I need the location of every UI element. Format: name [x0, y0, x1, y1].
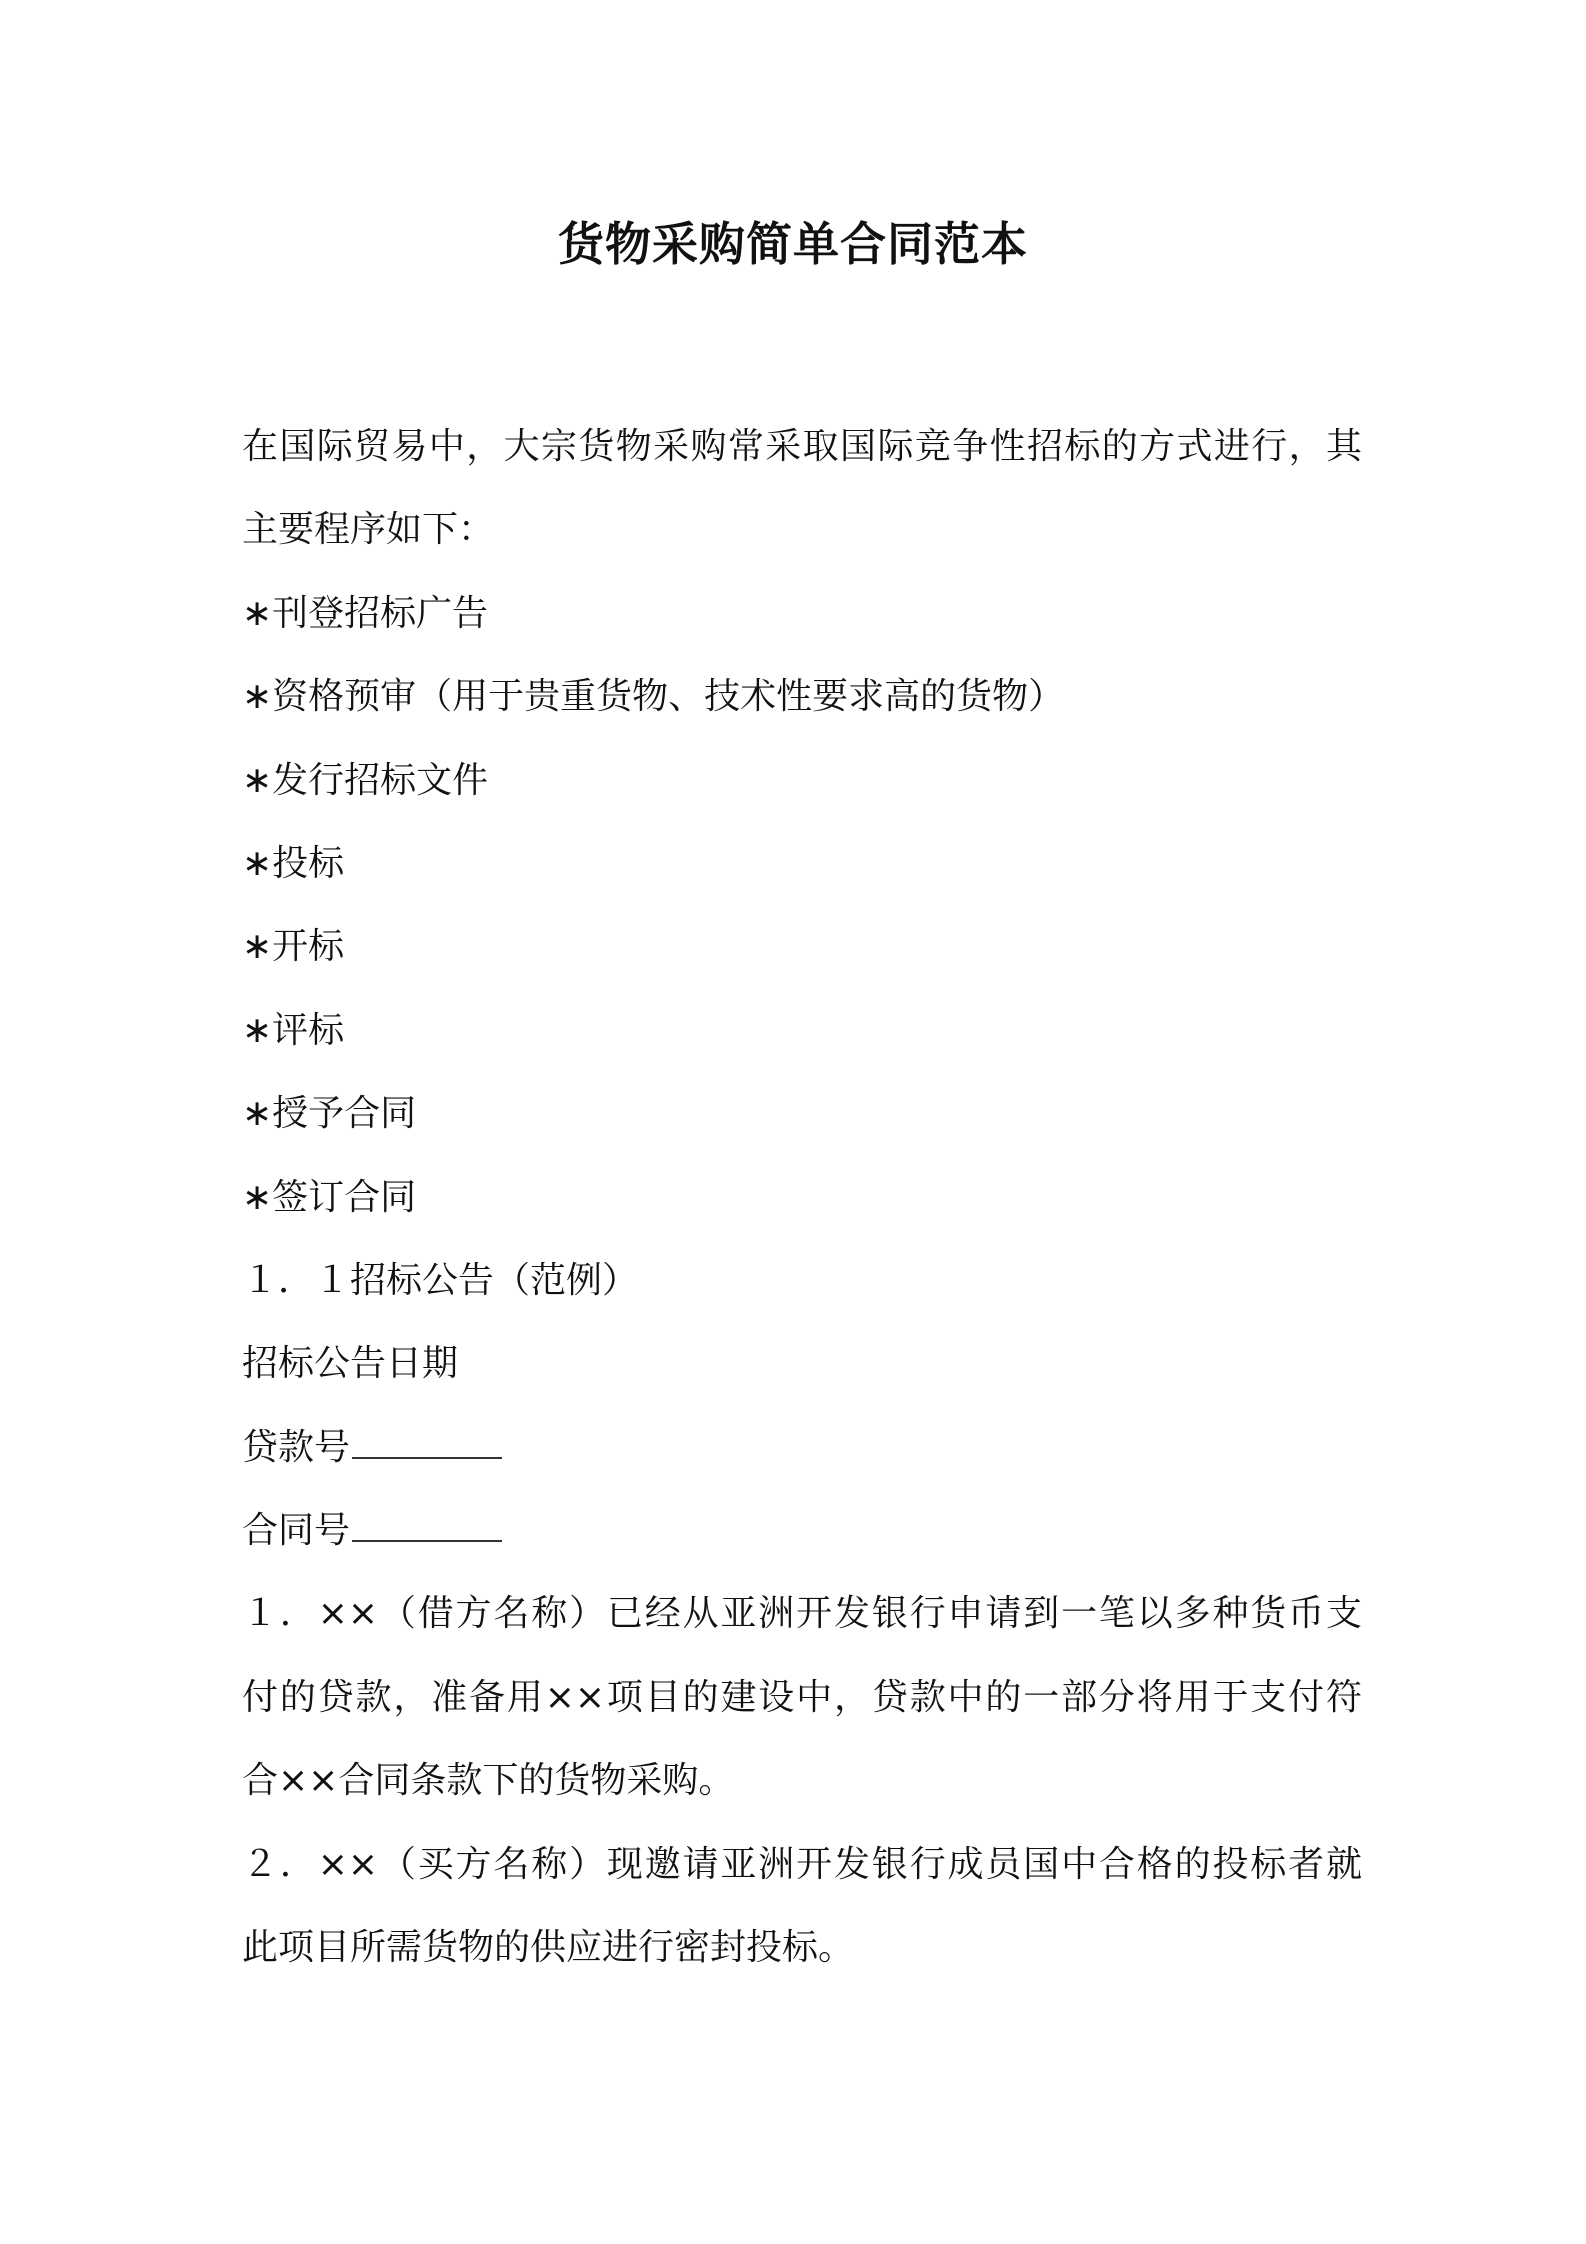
loan-number-blank — [352, 1427, 502, 1459]
document-title: 货物采购简单合同范本 — [558, 217, 1028, 271]
loan-number-label: 贷款号 — [242, 1426, 351, 1468]
section-heading-tender-notice: １．１招标公告（范例） — [242, 1259, 639, 1301]
clause-2-line-1: ２．××（买方名称）现邀请亚洲开发银行成员国中合格的投标者就 — [242, 1843, 1362, 1885]
document-body — [242, 405, 1362, 1989]
contract-number-field — [242, 1489, 1362, 1572]
contract-number-label: 合同号 — [242, 1510, 351, 1552]
paragraph-intro-line-1: 在国际贸易中，大宗货物采购常采取国际竞争性招标的方式进行，其 — [242, 426, 1362, 467]
paragraph-intro-line-2: 主要程序如下： — [242, 509, 495, 551]
clause-2-line-2: 此项目所需货物的供应进行密封投标。 — [242, 1927, 855, 1969]
procedure-item-award: ∗授予合同 — [242, 1093, 417, 1135]
procedure-item-evaluation: ∗评标 — [242, 1009, 345, 1051]
procedure-item-signing: ∗签订合同 — [242, 1176, 417, 1218]
procedure-item-issue-documents: ∗发行招标文件 — [242, 759, 489, 801]
clause-1-line-1: １．××（借方名称）已经从亚洲开发银行申请到一笔以多种货币支 — [242, 1593, 1362, 1635]
clause-1-line-2: 付的贷款，准备用××项目的建设中，贷款中的一部分将用于支付符 — [242, 1676, 1362, 1718]
procedure-item-prequalification: ∗资格预审（用于贵重货物、技术性要求高的货物） — [242, 676, 1065, 718]
procedure-item-advertise: ∗刊登招标广告 — [242, 592, 489, 634]
procedure-item-bidding: ∗投标 — [242, 842, 345, 884]
contract-number-blank — [352, 1510, 502, 1542]
clause-1-line-3: 合××合同条款下的货物采购。 — [242, 1760, 735, 1802]
loan-number-field — [242, 1406, 1362, 1489]
tender-notice-date-label: 招标公告日期 — [242, 1343, 459, 1385]
procedure-item-bid-opening: ∗开标 — [242, 926, 345, 968]
